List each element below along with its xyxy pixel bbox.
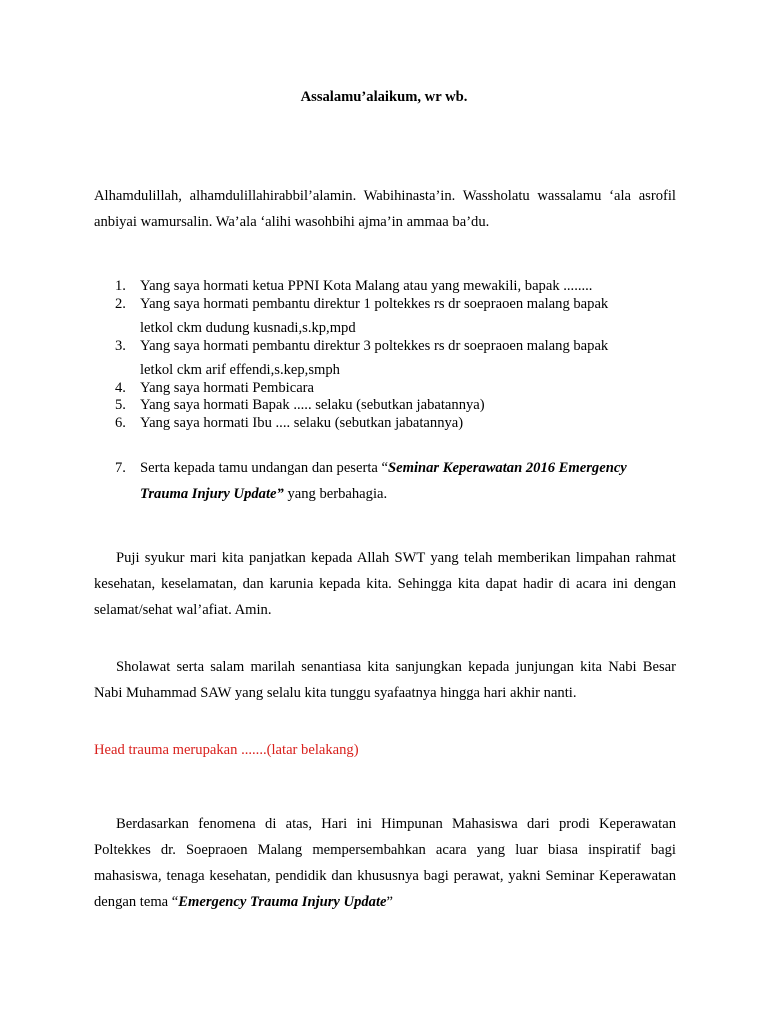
greeting-title: Assalamu’alaikum, wr wb. [300, 89, 468, 105]
list-item [94, 380, 676, 398]
list-number: 1. [115, 278, 126, 294]
list-item-text: Yang saya hormati Bapak ..... selaku (sebutkan jabatannya) [140, 397, 485, 413]
list-item [94, 278, 676, 296]
list-item [94, 296, 676, 338]
list-item-text: Yang saya hormati pembantu direktur 3 poltekkes rs dr soepraoen malang bapak [140, 337, 609, 354]
closing-paragraph [94, 811, 676, 915]
list-number: 4. [115, 379, 126, 396]
gratitude-paragraph: Puji syukur mari kita panjatkan kepada Allah SWT yang telah memberikan limpahan rahmat kesehatan, keselamatan, dan karunia kepada kita. Sehingga kita dapat hadir di acara ini dengan selamat/sehat wal’afiat. Amin. [94, 550, 676, 618]
list-item-text: Serta kepada tamu undangan dan peserta “ [140, 460, 388, 476]
list-item [94, 397, 676, 415]
list-item-text: Yang saya hormati Pembicara [140, 379, 315, 396]
list-item-continuation: letkol ckm arif effendi,s.kep,smph [140, 362, 340, 378]
closing-paragraph-text: Berdasarkan fenomena di atas, Hari ini Himpunan Mahasiswa dari prodi Keperawatan Poltekkes dr. Soepraoen Malang mempersembahkan acara yang luar biasa inspiratif bagi mahasiswa, tenaga kesehatan, pendidik dan khususnya bagi perawat, yakni Seminar Keperawatan dengan tema “ [94, 816, 676, 910]
seminar-title-line-1: Seminar Keperawatan 2016 Emergency [388, 460, 627, 476]
list-item-text: Yang saya hormati Ibu .... selaku (sebutkan jabatannya) [140, 414, 464, 431]
seminar-theme: Emergency Trauma Injury Update [178, 894, 387, 910]
list-item-text-end: yang berbahagia. [283, 486, 388, 502]
list-number: 6. [115, 414, 126, 431]
list-number: 7. [115, 460, 126, 476]
background-placeholder-note: Head trauma merupakan .......(latar belakang) [94, 742, 359, 758]
salutation-list [94, 278, 676, 432]
seminar-title-line-2: Trauma Injury Update” [140, 486, 284, 502]
list-item-text: Yang saya hormati ketua PPNI Kota Malang atau yang mewakili, bapak ........ [140, 278, 593, 294]
list-item-continuation: letkol ckm dudung kusnadi,s.kp,mpd [140, 320, 356, 336]
opening-paragraph: Alhamdulillah, alhamdulillahirabbil’alamin. Wabihinasta’in. Wassholatu wassalamu ‘ala asrofil anbiyai wamursalin. Wa’ala ‘alihi wasohbihi ajma’in ammaa ba’du. [94, 188, 676, 230]
guests-list [94, 455, 676, 507]
list-number: 5. [115, 397, 126, 413]
list-item [94, 455, 676, 507]
list-number: 2. [115, 295, 126, 312]
closing-quote: ” [386, 894, 393, 910]
list-item-text: Yang saya hormati pembantu direktur 1 poltekkes rs dr soepraoen malang bapak [140, 295, 609, 312]
list-item [94, 338, 676, 380]
list-item [94, 415, 676, 433]
sholawat-paragraph: Sholawat serta salam marilah senantiasa kita sanjungkan kepada junjungan kita Nabi Besar Nabi Muhammad SAW yang selalu kita tunggu syafaatnya hingga hari akhir nanti. [94, 659, 676, 701]
list-number: 3. [115, 337, 126, 354]
